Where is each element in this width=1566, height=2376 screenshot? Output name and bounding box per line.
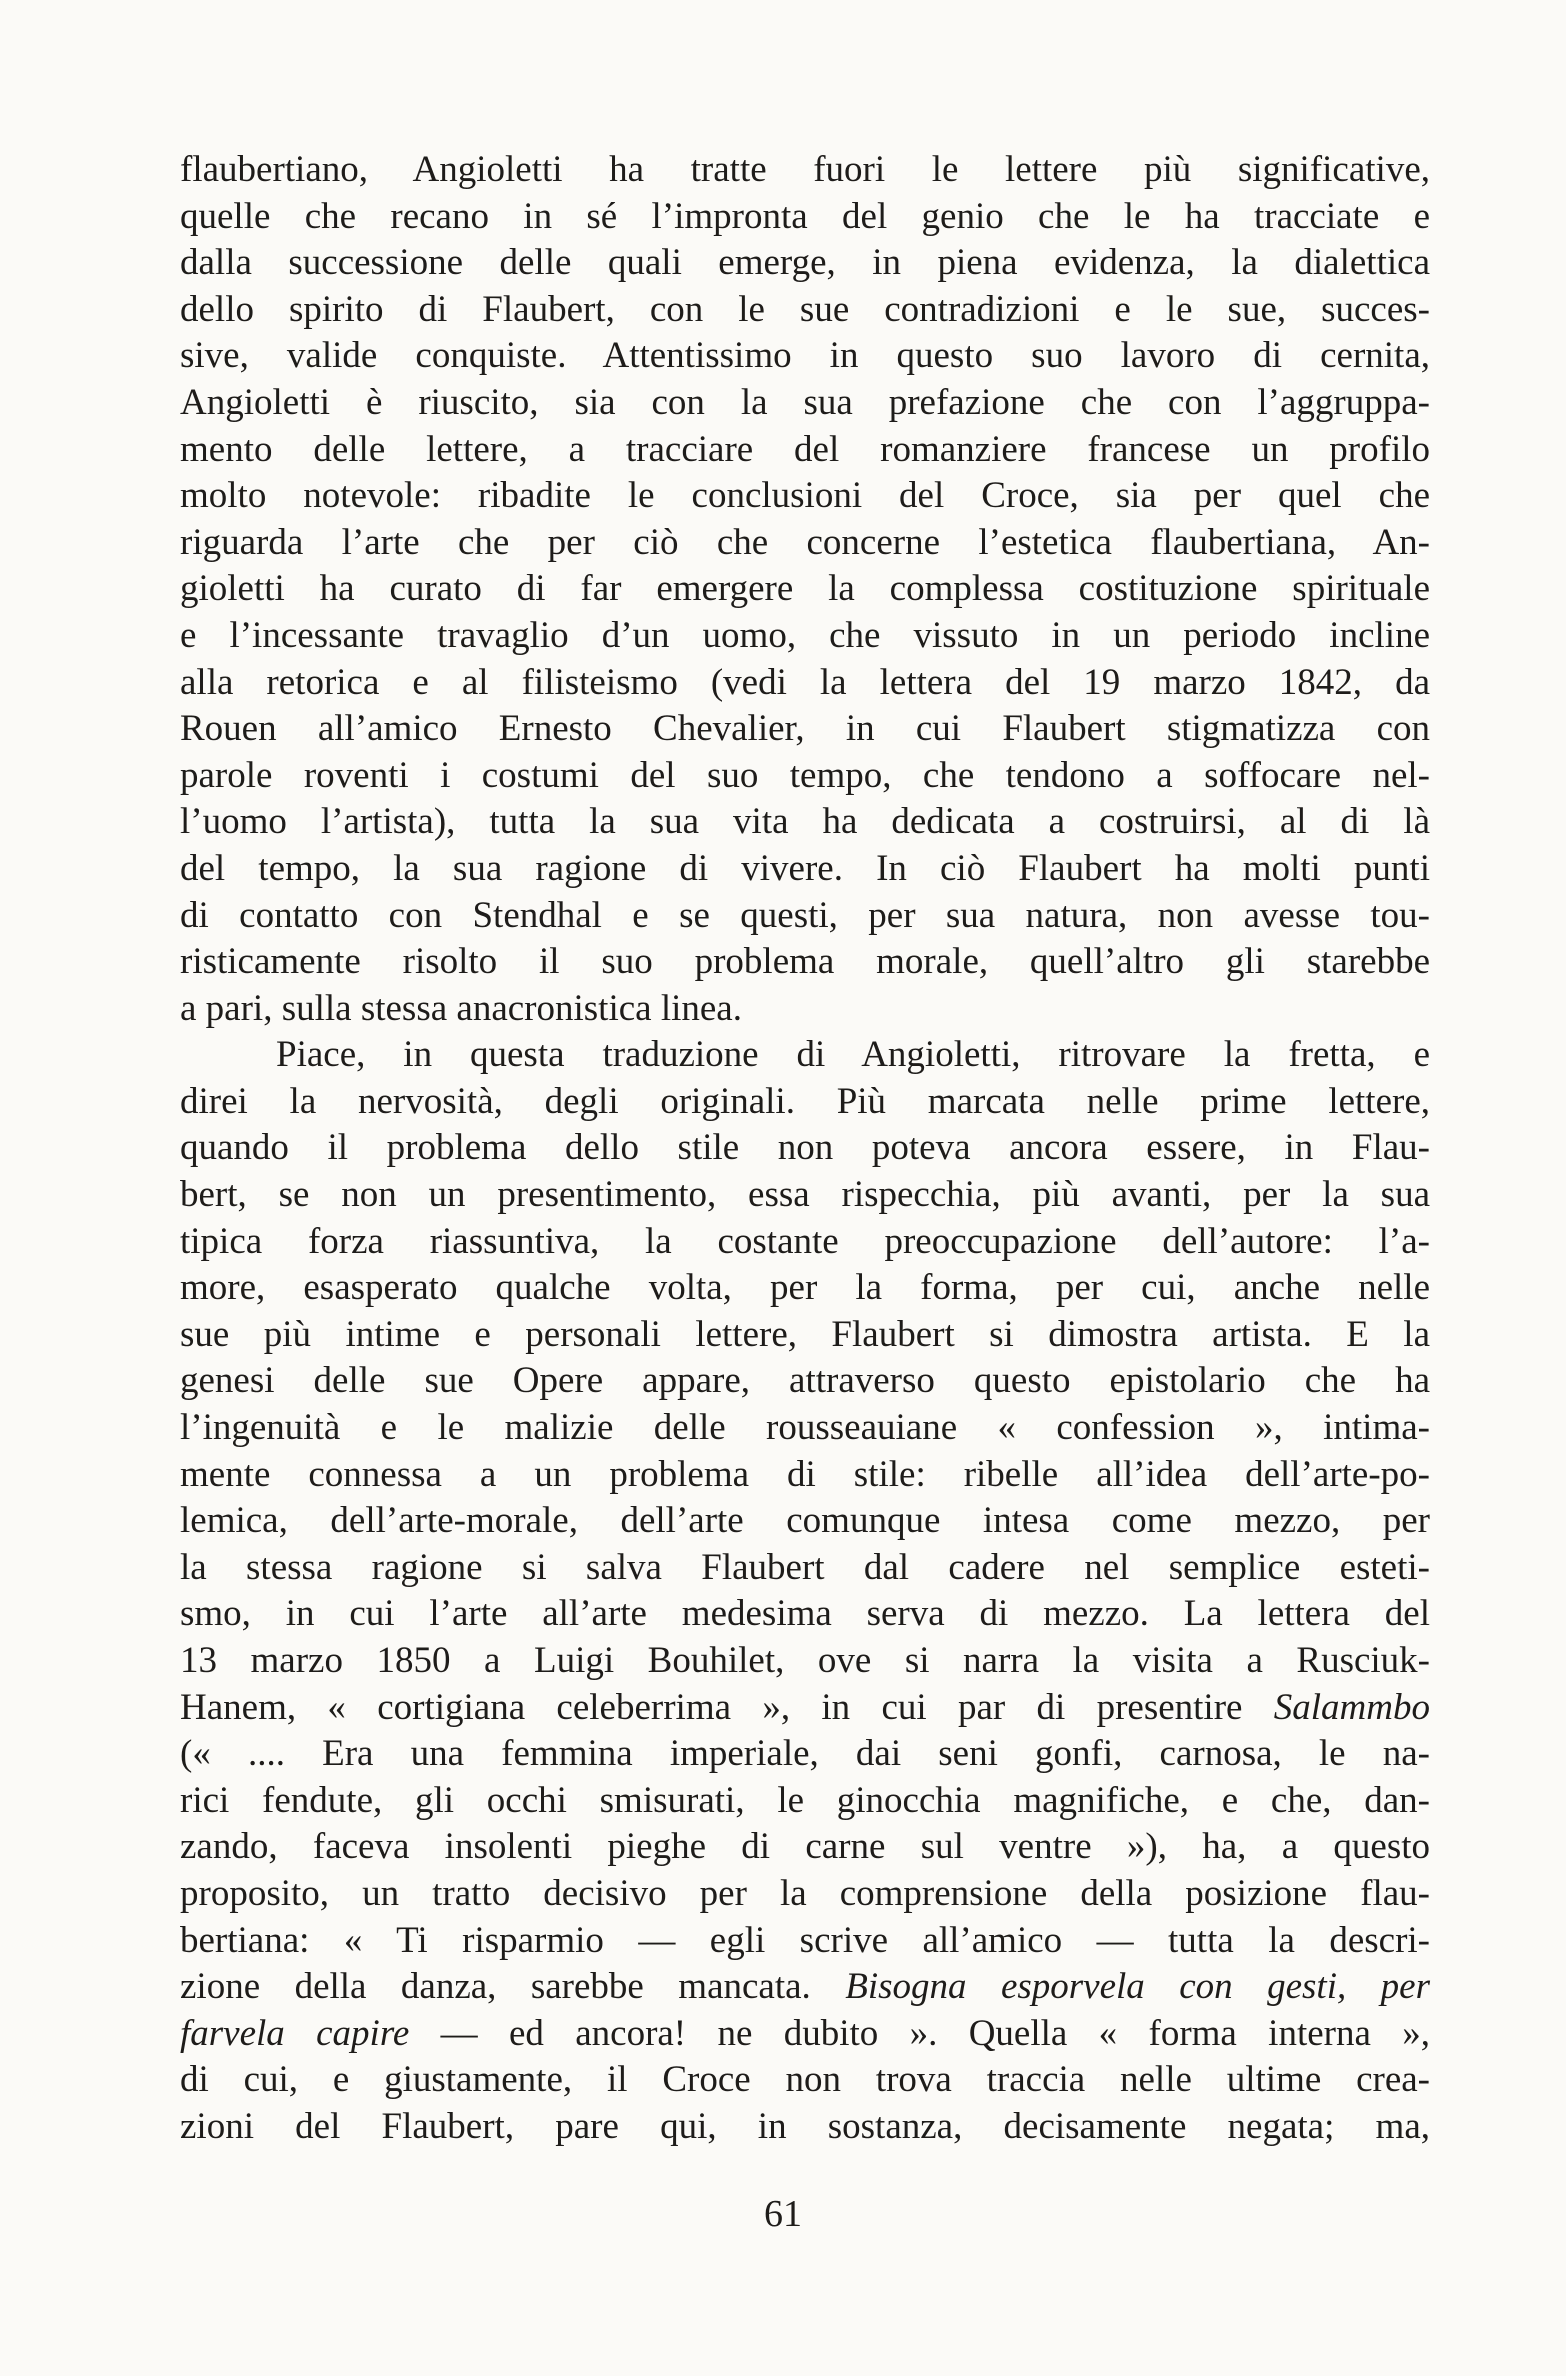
text-line [180, 1265, 1430, 1312]
text-line [180, 799, 1430, 846]
italic-text: Bisogna esporvela con gesti, per [845, 1966, 1430, 2008]
text-segment: a pari, sulla stessa anacronistica linea. [180, 987, 742, 1029]
text-segment: Angioletti è riuscito, sia con la sua prefazione che con l’aggruppa- [180, 381, 1430, 423]
text-line [180, 520, 1430, 567]
text-segment: di cui, e giustamente, il Croce non trova traccia nelle ultime crea- [180, 2059, 1430, 2101]
text-line [180, 473, 1430, 520]
text-segment: sue più intime e personali lettere, Flaubert si dimostra artista. E la [180, 1313, 1430, 1355]
text-line [180, 2104, 1430, 2151]
text-line [180, 333, 1430, 380]
text-line [180, 1312, 1430, 1359]
text-segment: l’ingenuità e le malizie delle rousseauiane « confession », intima- [180, 1407, 1430, 1449]
text-segment: Hanem, « cortigiana celeberrima », in cui par di presentire [180, 1686, 1274, 1728]
body-text [180, 147, 1430, 2151]
text-line [180, 660, 1430, 707]
text-line [180, 1172, 1430, 1219]
text-segment: l’uomo l’artista), tutta la sua vita ha dedicata a costruirsi, al di là [180, 801, 1430, 843]
text-line [180, 2011, 1430, 2058]
text-segment: more, esasperato qualche volta, per la forma, per cui, anche nelle [180, 1267, 1430, 1309]
text-line [180, 1405, 1430, 1452]
text-segment: del tempo, la sua ragione di vivere. In ciò Flaubert ha molti punti [180, 847, 1430, 889]
text-segment: Rouen all’amico Ernesto Chevalier, in cui Flaubert stigmatizza con [180, 708, 1430, 750]
text-segment: tipica forza riassuntiva, la costante preoccupazione dell’autore: l’a- [180, 1220, 1430, 1262]
text-segment: di contatto con Stendhal e se questi, per sua natura, non avesse tou- [180, 894, 1430, 936]
text-segment: (« .... Era una femmina imperiale, dai seni gonfi, carnosa, le na- [180, 1733, 1430, 1775]
text-segment: Piace, in questa traduzione di Angioletti, ritrovare la fretta, e [276, 1034, 1430, 1076]
text-line [180, 1219, 1430, 1266]
text-segment: quando il problema dello stile non poteva ancora essere, in Flau- [180, 1127, 1430, 1169]
text-line [180, 1545, 1430, 1592]
text-line [180, 1964, 1430, 2011]
text-segment: molto notevole: ribadite le conclusioni del Croce, sia per quel che [180, 475, 1430, 517]
text-segment: e l’incessante travaglio d’un uomo, che vissuto in un periodo incline [180, 614, 1430, 656]
text-line [180, 893, 1430, 940]
text-segment: — ed ancora! ne dubito ». Quella « forma interna », [409, 2012, 1430, 2054]
text-line [180, 1591, 1430, 1638]
text-segment: mente connessa a un problema di stile: ribelle all’idea dell’arte-po- [180, 1453, 1430, 1495]
text-line [180, 147, 1430, 194]
text-line [180, 2057, 1430, 2104]
text-segment: sive, valide conquiste. Attentissimo in questo suo lavoro di cernita, [180, 335, 1430, 377]
text-segment: mento delle lettere, a tracciare del romanziere francese un profilo [180, 428, 1430, 470]
page-number: 61 [764, 2193, 802, 2235]
text-segment: rici fendute, gli occhi smisurati, le ginocchia magnifiche, e che, dan- [180, 1779, 1430, 1821]
text-line [180, 1498, 1430, 1545]
text-segment: gioletti ha curato di far emergere la complessa costituzione spirituale [180, 568, 1430, 610]
text-line [180, 986, 1430, 1033]
text-segment: bert, se non un presentimento, essa rispecchia, più avanti, per la sua [180, 1174, 1430, 1216]
text-line [180, 1731, 1430, 1778]
text-line [180, 1079, 1430, 1126]
text-line [180, 427, 1430, 474]
text-segment: direi la nervosità, degli originali. Più marcata nelle prime lettere, [180, 1080, 1430, 1122]
text-line [180, 1918, 1430, 1965]
text-line [180, 1685, 1430, 1732]
text-line [180, 1032, 1430, 1079]
text-line [180, 287, 1430, 334]
text-line [180, 1638, 1430, 1685]
text-segment: proposito, un tratto decisivo per la comprensione della posizione flau- [180, 1872, 1430, 1914]
text-line [180, 380, 1430, 427]
text-segment: quelle che recano in sé l’impronta del genio che le ha tracciate e [180, 195, 1430, 237]
text-segment: lemica, dell’arte-morale, dell’arte comunque intesa come mezzo, per [180, 1500, 1430, 1542]
italic-text: Salammbo [1273, 1686, 1430, 1728]
text-line [180, 1452, 1430, 1499]
text-segment: dello spirito di Flaubert, con le sue contradizioni e le sue, succes- [180, 288, 1430, 330]
text-segment: zioni del Flaubert, pare qui, in sostanza, decisamente negata; ma, [180, 2105, 1430, 2147]
text-segment: zione della danza, sarebbe mancata. [180, 1966, 846, 2008]
text-line [180, 846, 1430, 893]
text-line [180, 1778, 1430, 1825]
text-line [180, 1871, 1430, 1918]
text-line [180, 566, 1430, 613]
text-segment: la stessa ragione si salva Flaubert dal cadere nel semplice esteti- [180, 1546, 1430, 1588]
text-line [180, 1358, 1430, 1405]
text-segment: 13 marzo 1850 a Luigi Bouhilet, ove si narra la visita a Rusciuk- [180, 1640, 1430, 1681]
text-segment: genesi delle sue Opere appare, attraverso questo epistolario che ha [180, 1360, 1430, 1402]
text-line [180, 1125, 1430, 1172]
text-line [180, 1824, 1430, 1871]
text-line [180, 939, 1430, 986]
text-segment: flaubertiano, Angioletti ha tratte fuori le lettere più significative, [180, 149, 1430, 190]
text-segment: parole roventi i costumi del suo tempo, che tendono a soffocare nel- [180, 754, 1430, 796]
text-line [180, 753, 1430, 800]
text-segment: bertiana: « Ti risparmio — egli scrive all’amico — tutta la descri- [180, 1919, 1430, 1961]
text-segment: smo, in cui l’arte all’arte medesima serva di mezzo. La lettera del [180, 1593, 1430, 1635]
text-line [180, 240, 1430, 287]
text-segment: riguarda l’arte che per ciò che concerne l’estetica flaubertiana, An- [180, 521, 1430, 563]
text-line [180, 613, 1430, 660]
text-segment: alla retorica e al filisteismo (vedi la lettera del 19 marzo 1842, da [180, 661, 1430, 703]
text-segment: dalla successione delle quali emerge, in piena evidenza, la dialettica [180, 242, 1430, 284]
text-segment: risticamente risolto il suo problema morale, quell’altro gli starebbe [180, 941, 1430, 983]
text-segment: zando, faceva insolenti pieghe di carne sul ventre »), ha, a questo [180, 1826, 1430, 1868]
text-line [180, 706, 1430, 753]
italic-text: farvela capire [180, 2012, 410, 2054]
text-line [180, 194, 1430, 241]
